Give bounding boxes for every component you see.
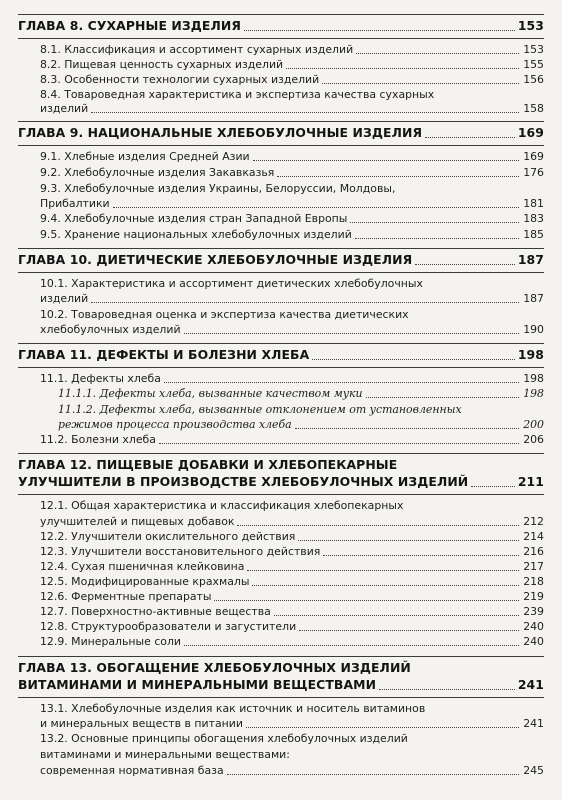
divider xyxy=(18,367,544,368)
dot-leader xyxy=(252,585,519,586)
page-number: 239 xyxy=(523,605,544,618)
toc-entry-12-1 xyxy=(40,515,544,529)
entry-title: изделий xyxy=(40,292,89,305)
entry-title: 12.3. Улучшители восстановительного действия xyxy=(40,545,321,558)
dot-leader xyxy=(295,428,519,429)
page-number: 245 xyxy=(523,764,544,777)
entry-title: 12.4. Сухая пшеничная клейковина xyxy=(40,560,245,573)
dot-leader xyxy=(246,727,519,728)
entry-title: 9.5. Хранение национальных хлебобулочных изделий xyxy=(40,228,352,241)
entry-title: и минеральных веществ в питании xyxy=(40,717,243,730)
dot-leader xyxy=(366,397,519,398)
entry-title: 9.2. Хлебобулочные изделия Закавказья xyxy=(40,166,275,179)
page-number: 169 xyxy=(523,150,544,163)
chapter-11-heading xyxy=(18,347,544,363)
toc-entry-12-7 xyxy=(40,605,544,619)
page-number: 214 xyxy=(523,530,544,543)
divider xyxy=(18,453,544,454)
dot-leader xyxy=(274,615,519,616)
entry-title: 12.6. Ферментные препараты xyxy=(40,590,212,603)
page-number: 153 xyxy=(517,18,544,33)
page-number: 219 xyxy=(523,590,544,603)
divider xyxy=(18,272,544,273)
page-number: 241 xyxy=(523,717,544,730)
chapter-13-heading-line1: ГЛАВА 13. ОБОГАЩЕНИЕ ХЛЕБОБУЛОЧНЫХ ИЗДЕЛИЙ xyxy=(18,660,411,675)
dot-leader xyxy=(164,382,519,383)
toc-entry-8-1 xyxy=(40,43,544,57)
entry-title: изделий xyxy=(40,102,89,115)
dot-leader xyxy=(214,600,519,601)
chapter-9-heading xyxy=(18,125,544,141)
divider xyxy=(18,38,544,39)
toc-entry-13-2-line1: 13.2. Основные принципы обогащения хлебобулочных изделий xyxy=(40,732,408,745)
divider xyxy=(18,343,544,344)
page-number: 206 xyxy=(523,433,544,446)
divider xyxy=(18,14,544,15)
dot-leader xyxy=(356,53,519,54)
dot-leader xyxy=(323,555,519,556)
dot-leader xyxy=(322,83,519,84)
page-number: 216 xyxy=(523,545,544,558)
dot-leader xyxy=(277,176,519,177)
entry-title: 8.3. Особенности технологии сухарных изделий xyxy=(40,73,320,86)
divider xyxy=(18,248,544,249)
entry-title: 12.9. Минеральные соли xyxy=(40,635,182,648)
entry-title: 8.2. Пищевая ценность сухарных изделий xyxy=(40,58,284,71)
page-number: 187 xyxy=(523,292,544,305)
toc-entry-8-4-line1: 8.4. Товароведная характеристика и экспертиза качества сухарных xyxy=(40,88,435,101)
page-number: 198 xyxy=(523,387,544,400)
toc-entry-9-3-line1: 9.3. Хлебобулочные изделия Украины, Белоруссии, Молдовы, xyxy=(40,182,396,195)
toc-entry-12-4 xyxy=(40,560,544,574)
page-number: 240 xyxy=(523,620,544,633)
dot-leader xyxy=(350,222,519,223)
dot-leader xyxy=(247,570,519,571)
chapter-12-heading-line1: ГЛАВА 12. ПИЩЕВЫЕ ДОБАВКИ И ХЛЕБОПЕКАРНЫЕ xyxy=(18,457,398,472)
chapter-13-heading xyxy=(18,677,544,693)
dot-leader xyxy=(237,525,519,526)
page-number: 156 xyxy=(523,73,544,86)
page-number: 155 xyxy=(523,58,544,71)
chapter-12-heading xyxy=(18,474,544,490)
divider xyxy=(18,145,544,146)
entry-title: УЛУЧШИТЕЛИ В ПРОИЗВОДСТВЕ ХЛЕБОБУЛОЧНЫХ ИЗДЕЛИЙ xyxy=(18,474,469,489)
entry-title: режимов процесса производства хлеба xyxy=(58,418,292,431)
page-number: 153 xyxy=(523,43,544,56)
entry-title: 11.1. Дефекты хлеба xyxy=(40,372,161,385)
page-number: 198 xyxy=(523,372,544,385)
dot-leader xyxy=(355,238,519,239)
entry-title: ГЛАВА 10. ДИЕТИЧЕСКИЕ ХЛЕБОБУЛОЧНЫЕ ИЗДЕЛИЯ xyxy=(18,252,413,267)
page-number: 181 xyxy=(523,197,544,210)
toc-entry-8-4 xyxy=(40,102,544,116)
toc-entry-11-1-2 xyxy=(58,418,544,432)
entry-title: ГЛАВА 9. НАЦИОНАЛЬНЫЕ ХЛЕБОБУЛОЧНЫЕ ИЗДЕЛИЯ xyxy=(18,125,423,140)
dot-leader xyxy=(312,359,515,360)
toc-entry-12-9 xyxy=(40,635,544,649)
page-number: 241 xyxy=(517,677,544,692)
entry-title: 9.1. Хлебные изделия Средней Азии xyxy=(40,150,250,163)
entry-title: 12.2. Улучшители окислительного действия xyxy=(40,530,296,543)
entry-title: 12.7. Поверхностно-активные вещества xyxy=(40,605,271,618)
dot-leader xyxy=(286,68,519,69)
toc-entry-9-1 xyxy=(40,150,544,164)
toc-entry-9-4 xyxy=(40,212,544,226)
toc-entry-11-1 xyxy=(40,372,544,386)
dot-leader xyxy=(244,30,515,31)
toc-entry-8-2 xyxy=(40,58,544,72)
dot-leader xyxy=(253,160,519,161)
entry-title: Прибалтики xyxy=(40,197,110,210)
entry-title: современная нормативная база xyxy=(40,764,224,777)
toc-entry-12-5 xyxy=(40,575,544,589)
dot-leader xyxy=(159,443,519,444)
page-number: 198 xyxy=(517,347,544,362)
toc-entry-10-1-line1: 10.1. Характеристика и ассортимент диетических хлебобулочных xyxy=(40,277,423,290)
toc-entry-12-3 xyxy=(40,545,544,559)
dot-leader xyxy=(425,137,515,138)
entry-title: 8.1. Классификация и ассортимент сухарных изделий xyxy=(40,43,354,56)
toc-entry-13-2-line2: витаминами и минеральными веществами: xyxy=(40,748,290,761)
page-number: 187 xyxy=(517,252,544,267)
entry-title: 12.8. Структурообразователи и загустители xyxy=(40,620,297,633)
dot-leader xyxy=(91,112,519,113)
toc-entry-9-5 xyxy=(40,228,544,242)
entry-title: 11.2. Болезни хлеба xyxy=(40,433,156,446)
page-number: 169 xyxy=(517,125,544,140)
entry-title: 9.4. Хлебобулочные изделия стран Западной Европы xyxy=(40,212,348,225)
entry-title: улучшителей и пищевых добавок xyxy=(40,515,235,528)
page-number: 158 xyxy=(523,102,544,115)
divider xyxy=(18,697,544,698)
toc-entry-13-2 xyxy=(40,764,544,778)
dot-leader xyxy=(379,689,515,690)
toc-entry-10-2 xyxy=(40,323,544,337)
toc-entry-12-1-line1: 12.1. Общая характеристика и классификация хлебопекарных xyxy=(40,499,404,512)
toc-entry-11-2 xyxy=(40,433,544,447)
page-number: 200 xyxy=(523,418,544,431)
entry-title: хлебобулочных изделий xyxy=(40,323,181,336)
divider xyxy=(18,494,544,495)
toc-entry-13-1-line1: 13.1. Хлебобулочные изделия как источник и носитель витаминов xyxy=(40,702,426,715)
divider xyxy=(18,121,544,122)
page-number: 217 xyxy=(523,560,544,573)
dot-leader xyxy=(471,486,515,487)
page-number: 183 xyxy=(523,212,544,225)
dot-leader xyxy=(415,264,515,265)
toc-entry-11-1-2-line1: 11.1.2. Дефекты хлеба, вызванные отклонением от установленных xyxy=(58,403,462,416)
chapter-8-heading xyxy=(18,18,544,34)
dot-leader xyxy=(113,207,519,208)
toc-entry-12-6 xyxy=(40,590,544,604)
entry-title: 11.1.1. Дефекты хлеба, вызванные качеством муки xyxy=(58,387,363,400)
toc-entry-12-2 xyxy=(40,530,544,544)
toc-entry-8-3 xyxy=(40,73,544,87)
page-number: 176 xyxy=(523,166,544,179)
entry-title: 12.5. Модифицированные крахмалы xyxy=(40,575,250,588)
dot-leader xyxy=(91,302,519,303)
dot-leader xyxy=(298,540,519,541)
page-number: 218 xyxy=(523,575,544,588)
toc-entry-10-2-line1: 10.2. Товароведная оценка и экспертиза качества диетических xyxy=(40,308,409,321)
dot-leader xyxy=(299,630,519,631)
page-number: 211 xyxy=(517,474,544,489)
dot-leader xyxy=(184,333,519,334)
entry-title: ГЛАВА 11. ДЕФЕКТЫ И БОЛЕЗНИ ХЛЕБА xyxy=(18,347,310,362)
dot-leader xyxy=(227,774,519,775)
entry-title: ГЛАВА 8. СУХАРНЫЕ ИЗДЕЛИЯ xyxy=(18,18,241,33)
dot-leader xyxy=(184,645,519,646)
chapter-10-heading xyxy=(18,252,544,268)
toc-entry-13-1 xyxy=(40,717,544,731)
page-number: 212 xyxy=(523,515,544,528)
toc-entry-11-1-1 xyxy=(58,387,544,401)
divider xyxy=(18,656,544,657)
toc-entry-12-8 xyxy=(40,620,544,634)
page-number: 185 xyxy=(523,228,544,241)
page-number: 240 xyxy=(523,635,544,648)
page-number: 190 xyxy=(523,323,544,336)
toc-entry-10-1 xyxy=(40,292,544,306)
toc-entry-9-3 xyxy=(40,197,544,211)
toc-entry-9-2 xyxy=(40,166,544,180)
entry-title: ВИТАМИНАМИ И МИНЕРАЛЬНЫМИ ВЕЩЕСТВАМИ xyxy=(18,677,377,692)
